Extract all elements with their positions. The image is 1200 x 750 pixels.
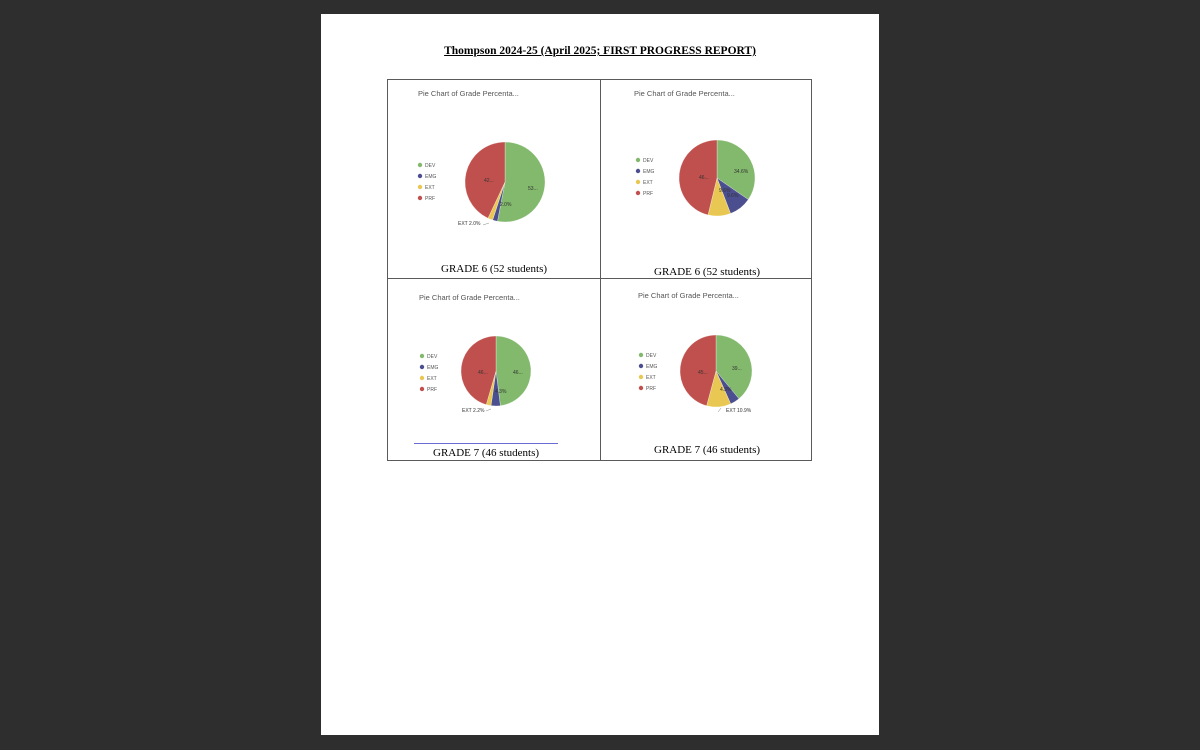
chart-3-legend-label-emg: EMG <box>427 365 439 371</box>
chart-3-legend-label-ext: EXT <box>427 376 437 382</box>
chart-1-legend-marker-prf <box>418 196 422 200</box>
pie-charts-canvas <box>321 14 879 735</box>
chart-4-data-label-prf: 45... <box>698 370 708 376</box>
chart-2-legend-marker-prf <box>636 191 640 195</box>
chart-1-legend-label-ext: EXT <box>425 185 435 191</box>
chart-4-data-label-emg: 4.3% <box>720 387 732 393</box>
chart-4-legend-label-dev: DEV <box>646 353 657 359</box>
chart-3-legend-label-prf: PRF <box>427 387 437 393</box>
chart-3-legend-marker-ext <box>420 376 424 380</box>
chart-4-legend-label-emg: EMG <box>646 364 658 370</box>
chart-3-data-label-dev: 46... <box>513 370 523 376</box>
chart-2-legend-marker-emg <box>636 169 640 173</box>
document-title: Thompson 2024-25 (April 2025; FIRST PROGRESS REPORT) <box>444 45 756 57</box>
chart-1-title: Pie Chart of Grade Percenta... <box>418 89 519 98</box>
chart-2-legend-label-dev: DEV <box>643 158 654 164</box>
chart-4-data-label-dev: 39... <box>732 366 742 372</box>
chart-caption-2: GRADE 6 (52 students) <box>654 266 761 278</box>
chart-1-legend-marker-emg <box>418 174 422 178</box>
chart-1-data-label-ext: EXT 2.0% <box>458 221 481 227</box>
chart-2-data-label-emg: 9.6% <box>727 193 739 199</box>
chart-3-data-label-prf: 46... <box>478 370 488 376</box>
chart-4-data-label-ext: EXT 10.9% <box>726 408 752 414</box>
chart-1-legend-marker-ext <box>418 185 422 189</box>
chart-1-legend-label-prf: PRF <box>425 196 435 202</box>
chart-3-legend-marker-prf <box>420 387 424 391</box>
chart-2-data-label-prf: 46... <box>699 175 709 181</box>
chart-4-legend-marker-ext <box>639 375 643 379</box>
chart-2-legend-label-emg: EMG <box>643 169 655 175</box>
chart-1-legend-label-dev: DEV <box>425 163 436 169</box>
chart-1-data-label-dev: 53... <box>528 186 538 192</box>
document-page <box>321 14 879 735</box>
chart-3-data-label-emg: 4.3% <box>495 389 507 395</box>
chart-2-legend-label-prf: PRF <box>643 191 653 197</box>
chart-caption-1: GRADE 6 (52 students) <box>441 263 548 275</box>
chart-3-data-label-ext: EXT 2.2% <box>462 408 485 414</box>
chart-2-legend-marker-ext <box>636 180 640 184</box>
chart-2-legend-label-ext: EXT <box>643 180 653 186</box>
chart-1-data-label-prf: 42... <box>484 178 494 184</box>
chart-2-title: Pie Chart of Grade Percenta... <box>634 89 735 98</box>
chart-4-leader-line-ext <box>718 408 721 412</box>
chart-3-title: Pie Chart of Grade Percenta... <box>419 293 520 302</box>
chart-3-leader-line-ext <box>486 409 491 411</box>
chart-2-legend-marker-dev <box>636 158 640 162</box>
chart-2-data-label-ext: 9.6% <box>719 188 731 194</box>
chart-1-legend-marker-dev <box>418 163 422 167</box>
chart-1-legend-label-emg: EMG <box>425 174 437 180</box>
chart-4-title: Pie Chart of Grade Percenta... <box>638 291 739 300</box>
chart-4-legend-label-prf: PRF <box>646 386 656 392</box>
chart-caption-3: GRADE 7 (46 students) <box>433 447 540 459</box>
chart-1-data-label-emg: 2.0% <box>500 202 512 208</box>
chart-1-leader-line-ext <box>483 223 489 225</box>
chart-3-legend-label-dev: DEV <box>427 354 438 360</box>
chart-4-legend-marker-dev <box>639 353 643 357</box>
chart-3-legend-marker-emg <box>420 365 424 369</box>
chart-4-legend-marker-prf <box>639 386 643 390</box>
chart-4-legend-label-ext: EXT <box>646 375 656 381</box>
chart-3-legend-marker-dev <box>420 354 424 358</box>
caption-underline <box>414 443 558 444</box>
chart-2-data-label-dev: 34.6% <box>734 169 749 175</box>
chart-caption-4: GRADE 7 (46 students) <box>654 444 761 456</box>
chart-4-legend-marker-emg <box>639 364 643 368</box>
